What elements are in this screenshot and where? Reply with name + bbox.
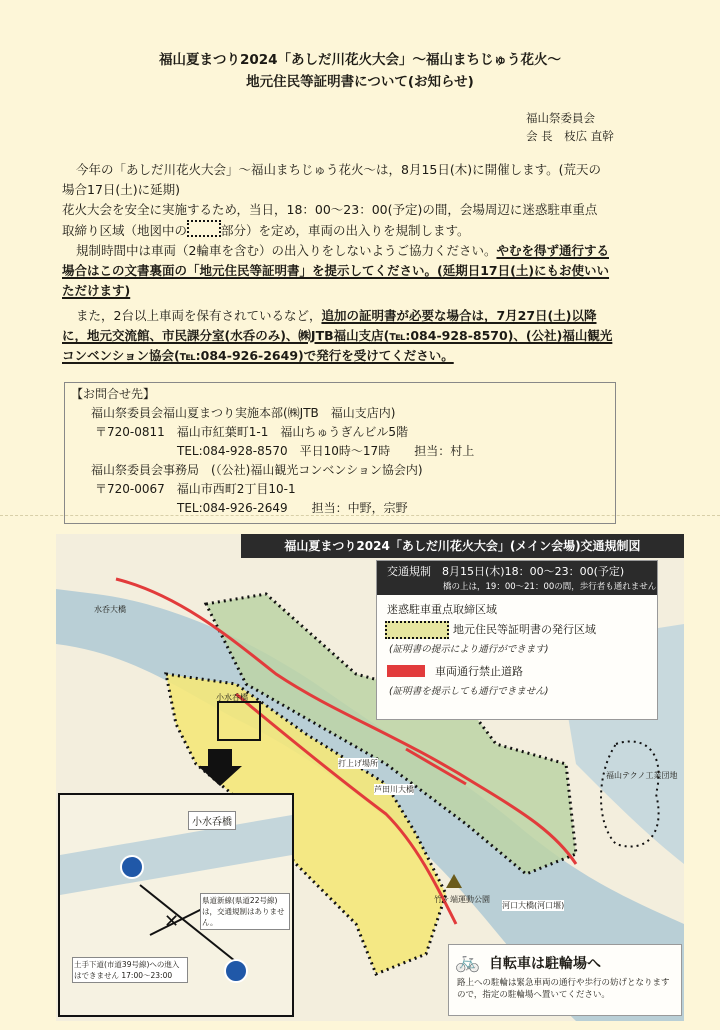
bike-title: 自転車は駐輪場へ [489,956,601,972]
contact-line: TEL:084-926-2649 担当：中野，宗野 [177,501,408,515]
contact-line: 〒720-0811 福山市紅葉町1-1 福山ちゅうぎんビル5階 [95,425,409,439]
chairperson: 会 長 枝広 直幹 [526,129,614,143]
organizer: 福山祭委員会 [526,111,595,125]
legend-cert-swatch [385,621,449,639]
bike-text: 路上への駐輪は緊急車両の通行や歩行の妨げとなりますので，指定の駐輪場へ置いてください。 [457,978,670,1000]
contact-line: TEL:084-928-8570 平日10時～17時 担当：村上 [177,444,475,458]
inset-note-levee: 土手下道(市道39号線)への進入はできません 17:00～23:00 [72,957,188,983]
text-fragment: 部分）を定め，車両の出入りを規制します。 [221,223,470,238]
inset-note-prefectural: 県道新線(県道22号線)は，交通規制はありません。 [200,893,290,930]
legend-bridge-note: 橋の上は，19：00～21：00の間，歩行者も通れません [443,582,657,592]
text-fragment: 取締り区域（地図中の [62,223,188,238]
label-kawaguchi-bridge: 河口大橋(河口堰) [502,901,565,910]
paragraph-line: 場合17日(土)に延期) [62,182,181,197]
label-komizunomi-bridge: 小水呑橋 [216,693,248,702]
direction-sign-icon [225,960,247,982]
label-launch-site: 打上げ場所 [338,759,378,768]
emphasis-text: 追加の証明書が必要な場合は，7月27日(土)以降 [321,308,597,323]
label-ashidagawa-bridge: 芦田川大橋 [374,785,414,794]
bicycle-icon: 🚲 [455,949,480,973]
emphasis-line: に，地元交流館、市民課分室(水呑のみ)、㈱JTB福山支店(℡:084-928-8570)、(公社)福山観光 [62,328,613,343]
contact-heading: 【お問合せ先】 [71,387,156,401]
legend-closed-road: 車両通行禁止道路 [435,665,523,678]
emphasis-line: 場合はこの文書裏面の「地元住民等証明書」を提示してください。(延期日17日(土)にもお使いい [62,263,610,278]
paragraph-line [62,241,672,261]
fold-line [0,515,720,516]
contact-box [64,382,616,524]
bike-parking-notice [448,944,682,1016]
legend-zone: 迷惑駐車重点取締区域 [387,603,497,616]
label-park: 竹ヶ端運動公園 [434,895,490,904]
emphasis-text: やむを得ず通行する [496,243,609,258]
notice-title: 福山夏まつり2024「あしだ川花火大会」～福山まちじゅう花火～ [158,52,562,68]
paragraph-line [62,306,672,326]
paragraph-restriction [62,241,672,301]
legend-header [377,561,657,595]
dotted-zone-swatch [187,220,221,237]
legend-closed-note: (証明書を提示しても通行できません) [389,686,549,697]
inset-map [58,793,294,1017]
contact-line: 福山祭委員会福山夏まつり実施本部(㈱JTB 福山支店内) [91,406,396,420]
legend-cert-note: (証明書の提示により通行ができます) [389,644,549,655]
contact-line: 〒720-0067 福山市西町2丁目10-1 [95,482,296,496]
label-mizunomi-bridge: 水呑大橋 [94,605,126,614]
emphasis-line: コンベンション協会(℡:084-926-2649)で発行を受けてください。 [62,348,454,363]
paragraph-date [62,160,672,241]
emphasis-line: ただけます) [62,283,131,298]
text-fragment: 規制時間中は車両（2輪車を含む）の出入りをしないようご協力ください。 [76,243,497,258]
text-fragment: また，2台以上車両を保有されているなど， [76,308,322,323]
inset-closed-mark: ✕ [164,911,180,932]
map-legend [376,560,658,720]
contact-line: 福山祭委員会事務局 (（公社)福山観光コンベンション協会内) [91,463,423,477]
direction-sign-icon [121,856,143,878]
legend-cert-area: 地元住民等証明書の発行区域 [453,623,596,636]
paragraph-line: 今年の「あしだ川花火大会」～福山まちじゅう花火～は，8月15日(木)に開催します。(荒天の [76,162,601,177]
paragraph-additional [62,306,672,366]
inset-river [60,815,292,895]
map-title: 福山夏まつり2024「あしだ川花火大会」(メイン会場)交通規制図 [241,534,684,558]
paragraph-line [62,220,672,241]
traffic-map [56,534,684,1021]
paragraph-line: 花火大会を安全に実施するため，当日，18：00～23：00(予定)の間，会場周辺に迷惑駐車重点 [62,202,598,217]
inset-bridge-label: 小水呑橋 [188,811,236,830]
label-factory: 福山テクノ工業団地 [606,771,678,780]
legend-time: 交通規制 8月15日(木)18：00～23：00(予定) [387,565,625,578]
notice-subtitle: 地元住民等証明書について(お知らせ) [246,74,474,90]
legend-closed-swatch [387,665,425,677]
